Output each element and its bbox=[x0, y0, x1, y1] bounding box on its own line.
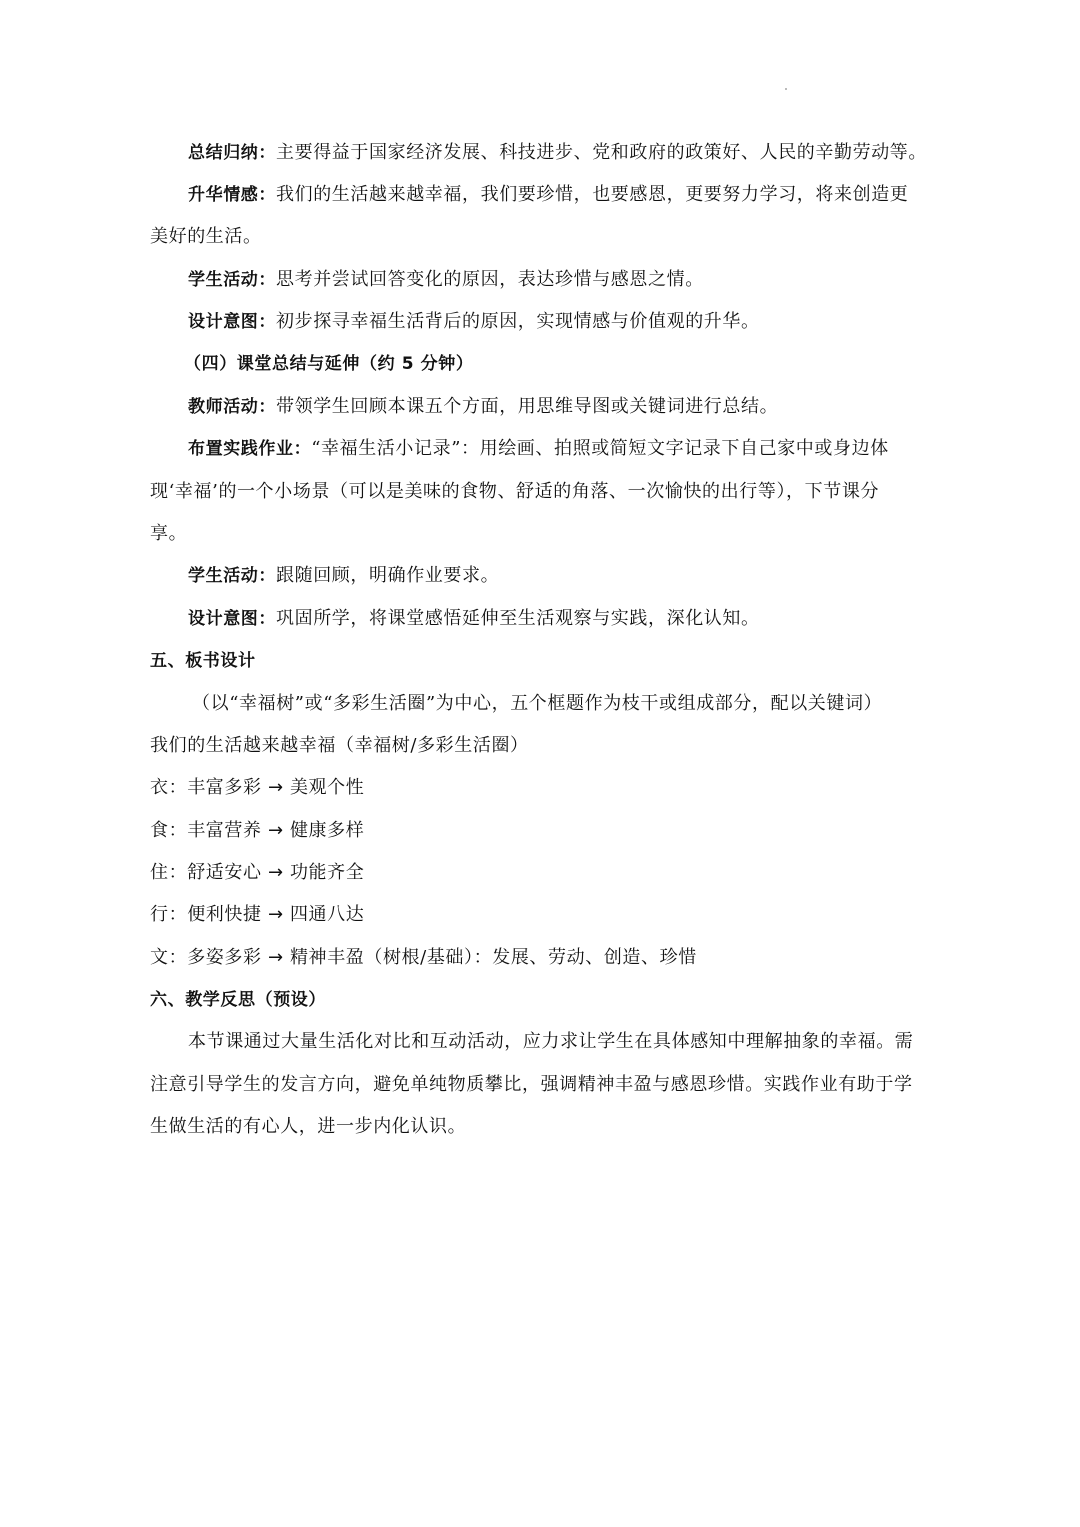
student-activity-2-text: 跟随回顾，明确作业要求。 bbox=[276, 565, 500, 586]
design-intent-2 bbox=[188, 598, 760, 640]
emotion-paragraph bbox=[188, 174, 908, 216]
design-intent-1-text: 初步探寻幸福生活背后的原因，实现情感与价值观的升华。 bbox=[276, 311, 760, 332]
homework-text-line1: “幸福生活小记录”：用绘画、拍照或简短文字记录下自己家中或身边体 bbox=[311, 438, 889, 459]
board-item-value: 功能齐全 bbox=[289, 862, 365, 883]
student-activity-2 bbox=[188, 555, 499, 597]
arrow-right-icon: → bbox=[267, 820, 284, 841]
reflection-line1: 本节课通过大量生活化对比和互动活动，应力求让学生在具体感知中理解抽象的幸福。需 bbox=[188, 1031, 914, 1052]
teacher-activity-text: 带领学生回顾本课五个方面，用思维导图或关键词进行总结。 bbox=[276, 396, 779, 417]
design-intent-1-label: 设计意图： bbox=[188, 312, 276, 332]
reflection-line3: 生做生活的有心人，进一步内化认识。 bbox=[150, 1116, 467, 1137]
board-item-key: 行：便利快捷 bbox=[150, 904, 262, 925]
teacher-activity bbox=[188, 386, 778, 428]
board-item-clothing bbox=[150, 767, 364, 809]
board-item-culture bbox=[150, 937, 697, 979]
reflection-heading: 六、教学反思（预设） bbox=[150, 990, 326, 1010]
student-activity-2-label: 学生活动： bbox=[188, 566, 276, 586]
student-activity-1 bbox=[188, 259, 704, 301]
homework-label: 布置实践作业： bbox=[188, 439, 312, 459]
student-activity-1-text: 思考并尝试回答变化的原因，表达珍惜与感恩之情。 bbox=[276, 269, 704, 290]
homework-text-line2: 现‘幸福’的一个小场景（可以是美味的食物、舒适的角落、一次愉快的出行等），下节课分 bbox=[150, 481, 880, 502]
reflection-line2: 注意引导学生的发言方向，避免单纯物质攀比，强调精神丰盈与感恩珍惜。实践作业有助于学 bbox=[150, 1074, 913, 1095]
design-intent-1 bbox=[188, 301, 760, 343]
emotion-text-line1: 我们的生活越来越幸福，我们要珍惜，也要感恩，更要努力学习，将来创造更 bbox=[276, 184, 909, 205]
design-intent-2-text: 巩固所学，将课堂感悟延伸至生活观察与实践，深化认知。 bbox=[276, 608, 760, 629]
summary-text: 主要得益于国家经济发展、科技进步、党和政府的政策好、人民的辛勤劳动等。 bbox=[276, 142, 927, 163]
summary-label: 总结归纳： bbox=[188, 143, 276, 163]
homework-text-line3: 享。 bbox=[150, 523, 188, 544]
arrow-right-icon: → bbox=[267, 862, 284, 883]
board-item-key: 食：丰富营养 bbox=[150, 820, 262, 841]
arrow-right-icon: → bbox=[267, 777, 284, 798]
board-item-value: 美观个性 bbox=[289, 777, 365, 798]
board-item-value: 健康多样 bbox=[289, 820, 365, 841]
summary-paragraph bbox=[188, 132, 927, 174]
board-item-travel bbox=[150, 894, 364, 936]
homework-paragraph bbox=[188, 428, 889, 470]
arrow-right-icon: → bbox=[267, 904, 284, 925]
board-item-value: 四通八达 bbox=[289, 904, 365, 925]
board-design-note: （以“幸福树”或“多彩生活圈”为中心，五个框题作为枝干或组成部分，配以关键词） bbox=[192, 693, 883, 714]
board-item-value: 精神丰盈（树根/基础）：发展、劳动、创造、珍惜 bbox=[289, 947, 697, 968]
board-item-key: 文：多姿多彩 bbox=[150, 947, 262, 968]
emotion-label: 升华情感： bbox=[188, 185, 276, 205]
student-activity-1-label: 学生活动： bbox=[188, 270, 276, 290]
design-intent-2-label: 设计意图： bbox=[188, 609, 276, 629]
board-design-title: 我们的生活越来越幸福（幸福树/多彩生活圈） bbox=[150, 735, 529, 756]
emotion-text-line2: 美好的生活。 bbox=[150, 226, 262, 247]
arrow-right-icon: → bbox=[267, 947, 284, 968]
board-item-key: 衣：丰富多彩 bbox=[150, 777, 262, 798]
board-item-food bbox=[150, 810, 364, 852]
page-mark bbox=[785, 88, 787, 90]
teacher-activity-label: 教师活动： bbox=[188, 397, 276, 417]
section-4-title: （四）课堂总结与延伸（约 5 分钟） bbox=[184, 354, 474, 374]
board-item-key: 住：舒适安心 bbox=[150, 862, 262, 883]
board-design-heading: 五、板书设计 bbox=[150, 651, 256, 671]
board-item-housing bbox=[150, 852, 364, 894]
